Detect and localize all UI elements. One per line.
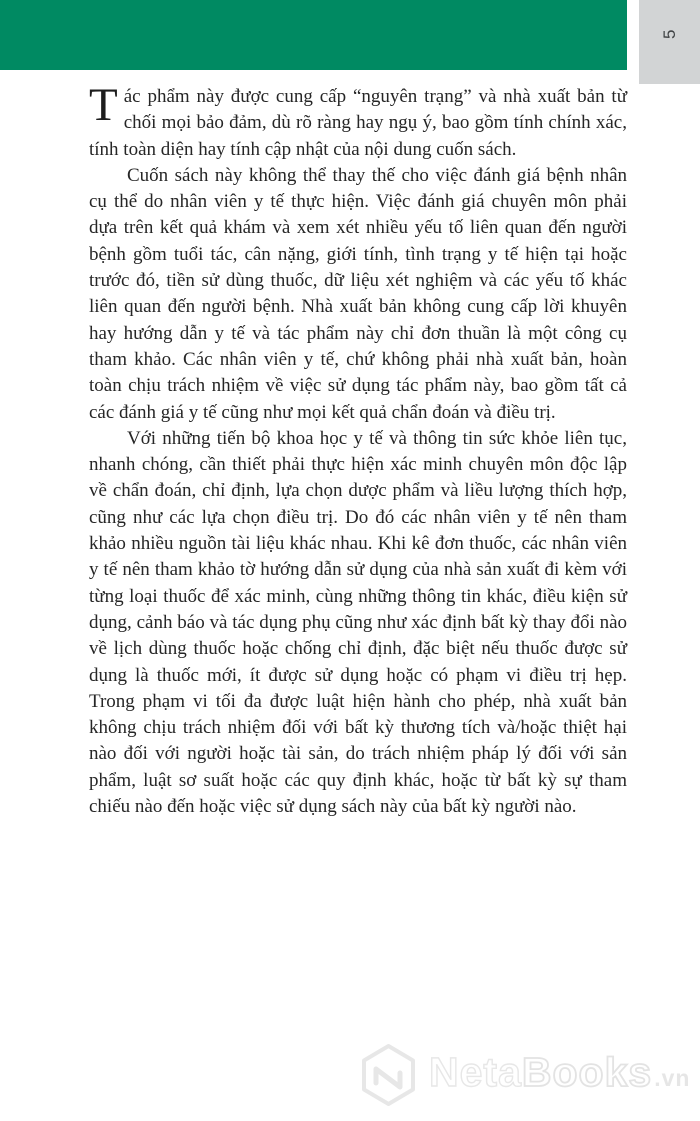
- watermark-tld: .vn: [654, 1065, 691, 1091]
- watermark-brand-secondary: Books: [521, 1049, 653, 1095]
- paragraph-1: [89, 79, 627, 163]
- paragraph-2: [89, 163, 627, 426]
- paragraph-2-text: Cuốn sách này không thể thay thế cho việc đánh giá bệnh nhân cụ thể do nhân viên y tế thực hiện. Việc đánh giá chuyên môn phải dựa trên kết quả khám và xem xét nhiều yếu tố liên quan đến người bệnh gồm tuổi tác, cân nặng, giới tính, tình trạng y tế hiện tại hoặc trước đó, tiền sử dùng thuốc, dữ liệu xét nghiệm và các yếu tố khác liên quan đến người bệnh. Nhà xuất bản không cung cấp lời khuyên hay hướng dẫn y tế và tác phẩm này chỉ đơn thuần là một công cụ tham khảo. Các nhân viên y tế, chứ không phải nhà xuất bản, hoàn toàn chịu trách nhiệm về việc sử dụng tác phẩm này, bao gồm tất cả các đánh giá y tế cũng như mọi kết quả chẩn đoán và điều trị.: [89, 164, 627, 423]
- page-edge-tab: [639, 0, 700, 84]
- watermark-text: [429, 1040, 690, 1110]
- drop-cap: T: [89, 79, 118, 131]
- chapter-header-band: [0, 0, 627, 70]
- paragraph-3-text: Với những tiến bộ khoa học y tế và thông tin sức khỏe liên tục, nhanh chóng, cần thiết phải thực hiện xác minh chuyên môn độc lập về chẩn đoán, chỉ định, lựa chọn dược phẩm và liều lượng thích hợp, cũng như các lựa chọn điều trị. Do đó các nhân viên y tế nên tham khảo nhiều nguồn tài liệu khác nhau. Khi kê đơn thuốc, các nhân viên y tế nên tham khảo tờ hướng dẫn sử dụng của nhà sản xuất đi kèm với từng loại thuốc để xác minh, cùng những thông tin khác, điều kiện sử dụng, cảnh báo và tác dụng phụ cũng như xác định bất kỳ thay đổi nào về lịch dùng thuốc hoặc chống chỉ định, đặc biệt nếu thuốc được sử dụng là thuốc mới, ít được sử dụng hoặc có phạm vi điều trị hẹp. Trong phạm vi tối đa được luật hiện hành cho phép, nhà xuất bản không chịu trách nhiệm đối với bất kỳ thương tích và/hoặc thiệt hại nào đối với người hoặc tài sản, do trách nhiệm pháp lý đối với sản phẩm, luật sơ suất hoặc các quy định khác, hoặc từ bất kỳ sự tham chiếu nào đến hoặc việc sử dụng sách này của bất kỳ người nào.: [89, 427, 627, 818]
- watermark-brand-primary: Neta: [429, 1049, 522, 1095]
- disclaimer-text-block: [89, 79, 627, 820]
- page-number: 5: [659, 29, 679, 39]
- netabooks-watermark: [360, 1040, 700, 1110]
- paragraph-1-text: ác phẩm này được cung cấp “nguyên trạng” và nhà xuất bản từ chối mọi bảo đảm, dù rõ ràng hay ngụ ý, bao gồm tính chính xác, tính toàn diện hay tính cập nhật của nội dung cuốn sách.: [89, 86, 627, 160]
- netabooks-hexagon-n-icon: [360, 1043, 417, 1107]
- paragraph-3: [89, 426, 627, 820]
